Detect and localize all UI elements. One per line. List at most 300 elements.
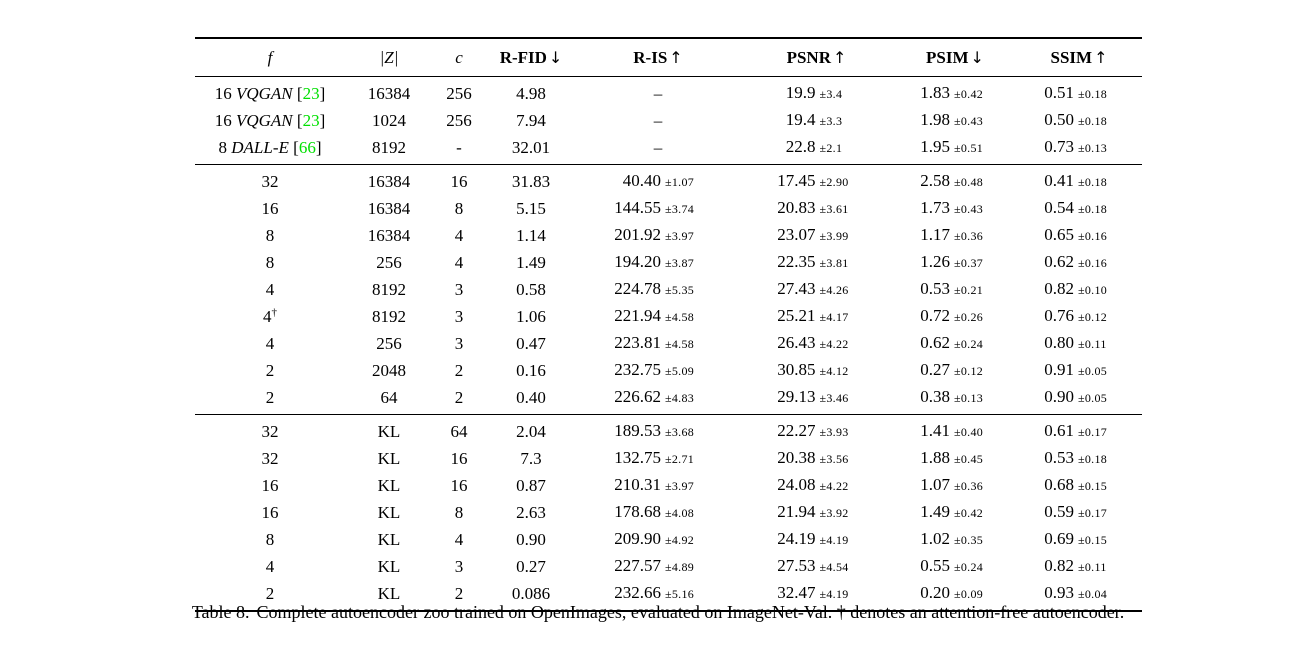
cell-ris [577, 499, 739, 526]
metric-value [914, 445, 996, 472]
cell-ssim [1016, 384, 1142, 415]
citation-link[interactable]: 66 [298, 137, 316, 157]
f-value: 32 [261, 448, 279, 468]
table-row [195, 553, 1142, 580]
cell-ssim [1016, 249, 1142, 276]
metric-value [772, 303, 862, 330]
missing-value-dash: – [653, 83, 663, 103]
f-value: 16 [261, 198, 279, 218]
table-row [195, 195, 1142, 222]
metric-stddev: ±3.81 [819, 256, 849, 270]
cell-rfid [485, 249, 577, 276]
metric-value [772, 445, 862, 472]
metric-mean: 0.38 [920, 387, 950, 406]
cell-psim [894, 303, 1016, 330]
metric-stddev: ±3.97 [665, 479, 695, 493]
metric-stddev: ±4.17 [819, 310, 849, 324]
metric-mean: 24.08 [777, 475, 816, 494]
cell-c-value: 8 [454, 198, 464, 218]
metric-mean: 1.26 [920, 252, 950, 271]
cell-f: 16 VQGAN [23] [214, 110, 326, 130]
metric-mean: 0.27 [920, 360, 950, 379]
metric-value [1038, 499, 1120, 526]
metric-value [772, 134, 862, 161]
citation-link[interactable]: 23 [302, 110, 320, 130]
metric-value [609, 445, 707, 472]
metric-stddev: ±0.43 [954, 202, 984, 216]
arrow-up-icon: ↑ [833, 47, 847, 67]
f-value: 4 [263, 306, 272, 326]
metric-mean: 1.07 [920, 475, 950, 494]
cell-rfid-value: 1.06 [516, 306, 546, 326]
cell-c-value: 3 [454, 306, 464, 326]
cell-z [345, 499, 433, 526]
metric-stddev: ±0.51 [954, 141, 984, 155]
cell-psnr [739, 249, 894, 276]
cell-psim [894, 384, 1016, 415]
cell-c [433, 384, 485, 415]
cell-psnr [739, 526, 894, 553]
table-row [195, 526, 1142, 553]
metric-mean: 0.69 [1044, 529, 1074, 548]
metric-stddev: ±0.15 [1078, 479, 1108, 493]
cell-psnr [739, 77, 894, 108]
metric-stddev: ±4.54 [819, 560, 849, 574]
table-row [195, 415, 1142, 446]
citation-link[interactable]: 23 [302, 83, 320, 103]
cell-c [433, 195, 485, 222]
table-row [195, 499, 1142, 526]
metric-value [772, 107, 862, 134]
metric-value [1038, 134, 1120, 161]
f-value: 16 [214, 110, 232, 130]
cell-c [433, 107, 485, 134]
metric-stddev: ±0.09 [954, 587, 984, 601]
results-table [195, 37, 1142, 612]
metric-stddev: ±3.46 [819, 391, 849, 405]
metric-mean: 1.88 [920, 448, 950, 467]
cell-c [433, 415, 485, 446]
metric-value [914, 472, 996, 499]
metric-value [772, 80, 862, 107]
cell-z [345, 249, 433, 276]
cell-c [433, 472, 485, 499]
f-value: 2 [265, 387, 275, 407]
cell-z-value: KL [377, 529, 401, 549]
cell-rfid-value: 0.47 [516, 333, 546, 353]
metric-mean: 22.35 [777, 252, 816, 271]
metric-stddev: ±3.3 [819, 114, 843, 128]
cell-z [345, 222, 433, 249]
cell-rfid [485, 77, 577, 108]
metric-value [914, 553, 996, 580]
cell-f [195, 415, 345, 446]
cell-psim [894, 249, 1016, 276]
metric-mean: 30.85 [777, 360, 816, 379]
metric-stddev: ±2.1 [819, 141, 843, 155]
metric-mean: 0.20 [920, 583, 950, 602]
cell-c-value: 3 [454, 279, 464, 299]
cell-z [345, 472, 433, 499]
table-block-3 [195, 415, 1142, 612]
cell-ssim [1016, 195, 1142, 222]
column-header-label: |Z| [379, 47, 399, 67]
column-header-z [345, 38, 433, 77]
table-row [195, 472, 1142, 499]
cell-psnr [739, 357, 894, 384]
cell-ssim [1016, 165, 1142, 196]
cell-rfid-value: 7.94 [516, 110, 546, 130]
metric-mean: 0.72 [920, 306, 950, 325]
cell-z [345, 303, 433, 330]
metric-value [772, 168, 862, 195]
metric-mean: 0.91 [1044, 360, 1074, 379]
model-name: VQGAN [235, 110, 293, 130]
metric-stddev: ±4.22 [819, 337, 849, 351]
cell-ris [577, 472, 739, 499]
metric-stddev: ±4.08 [665, 506, 695, 520]
metric-value [609, 472, 707, 499]
cell-rfid-value: 2.04 [516, 421, 546, 441]
cell-ris [577, 165, 739, 196]
metric-mean: 19.9 [785, 83, 816, 102]
metric-value [609, 418, 707, 445]
cell-c-value: 8 [454, 502, 464, 522]
metric-stddev: ±4.92 [665, 533, 695, 547]
table-row [195, 134, 1142, 165]
metric-mean: 0.59 [1044, 502, 1074, 521]
metric-stddev: ±0.45 [954, 452, 984, 466]
cell-psim [894, 499, 1016, 526]
cell-c-value: 256 [446, 83, 472, 103]
metric-stddev: ±0.18 [1078, 87, 1108, 101]
metric-mean: 1.49 [920, 502, 950, 521]
dagger-mark: † [271, 305, 277, 318]
metric-stddev: ±3.92 [819, 506, 849, 520]
metric-value [772, 357, 862, 384]
cell-psim [894, 165, 1016, 196]
metric-mean: 178.68 [614, 502, 661, 521]
metric-mean: 40.40 [622, 171, 661, 190]
cell-f [195, 526, 345, 553]
metric-mean: 17.45 [777, 171, 816, 190]
cell-ssim [1016, 134, 1142, 165]
metric-value [914, 134, 996, 161]
cell-z [345, 77, 433, 108]
cell-z [345, 445, 433, 472]
cell-z-value: 8192 [372, 137, 406, 157]
cell-f [195, 553, 345, 580]
metric-mean: 22.8 [785, 137, 816, 156]
cell-rfid [485, 222, 577, 249]
cell-ssim [1016, 330, 1142, 357]
cell-z-value: 8192 [372, 279, 406, 299]
metric-mean: 1.98 [920, 110, 950, 129]
cell-psim [894, 134, 1016, 165]
cell-z-value: KL [377, 556, 401, 576]
metric-value [609, 303, 707, 330]
cell-ssim [1016, 276, 1142, 303]
header-row [195, 38, 1142, 77]
cell-rfid [485, 526, 577, 553]
cell-psim [894, 276, 1016, 303]
metric-stddev: ±0.24 [954, 560, 984, 574]
cell-z [345, 384, 433, 415]
metric-stddev: ±0.37 [954, 256, 984, 270]
metric-stddev: ±0.21 [954, 283, 984, 297]
cell-ris [577, 107, 739, 134]
f-value: 4 [265, 279, 275, 299]
column-header-rfid [485, 38, 577, 77]
f-value: 32 [261, 421, 279, 441]
column-header-psnr [739, 38, 894, 77]
cell-ssim [1016, 357, 1142, 384]
cell-psim [894, 445, 1016, 472]
f-value: 16 [261, 502, 279, 522]
cell-rfid [485, 195, 577, 222]
cell-ssim [1016, 415, 1142, 446]
cell-c-value: 3 [454, 556, 464, 576]
cell-f [195, 249, 345, 276]
cell-c [433, 222, 485, 249]
metric-mean: 221.94 [614, 306, 661, 325]
f-value: 8 [265, 529, 275, 549]
cell-ris [577, 77, 739, 108]
cell-c-value: - [456, 137, 462, 157]
cell-psnr [739, 445, 894, 472]
metric-value [1038, 249, 1120, 276]
metric-value [1038, 195, 1120, 222]
cell-f [195, 165, 345, 196]
metric-stddev: ±0.16 [1078, 229, 1108, 243]
metric-mean: 0.82 [1044, 556, 1074, 575]
metric-mean: 1.02 [920, 529, 950, 548]
metric-stddev: ±0.12 [1078, 310, 1108, 324]
metric-mean: 226.62 [614, 387, 661, 406]
f-value: 2 [265, 360, 275, 380]
metric-value [1038, 445, 1120, 472]
cell-f [195, 303, 345, 330]
metric-stddev: ±0.04 [1078, 587, 1108, 601]
metric-value [609, 384, 707, 411]
cell-rfid-value: 0.90 [516, 529, 546, 549]
metric-stddev: ±0.18 [1078, 452, 1108, 466]
cell-z-value: 16384 [367, 198, 411, 218]
metric-value [772, 553, 862, 580]
metric-value [609, 276, 707, 303]
caption-text: Complete autoencoder zoo trained on OpenImages, evaluated on ImageNet-Val. † denotes an attention-free autoencoder. [256, 602, 1125, 622]
cell-z [345, 276, 433, 303]
metric-mean: 223.81 [614, 333, 661, 352]
metric-value [609, 249, 707, 276]
metric-stddev: ±0.43 [954, 114, 984, 128]
table-block-1 [195, 77, 1142, 165]
cell-c [433, 357, 485, 384]
metric-stddev: ±4.58 [665, 337, 695, 351]
metric-stddev: ±3.93 [819, 425, 849, 439]
cell-z-value: KL [377, 583, 401, 603]
cell-psim [894, 222, 1016, 249]
metric-mean: 227.57 [614, 556, 661, 575]
cell-rfid [485, 553, 577, 580]
metric-value [609, 553, 707, 580]
metric-stddev: ±2.90 [819, 175, 849, 189]
column-header-label: R-FID [499, 47, 547, 67]
cell-psnr [739, 384, 894, 415]
metric-mean: 32.47 [777, 583, 816, 602]
cell-rfid-value: 0.16 [516, 360, 546, 380]
metric-stddev: ±0.36 [954, 229, 984, 243]
metric-mean: 23.07 [777, 225, 816, 244]
cell-z [345, 195, 433, 222]
metric-value [609, 195, 707, 222]
metric-stddev: ±3.87 [665, 256, 695, 270]
cell-ssim [1016, 303, 1142, 330]
cell-psnr [739, 330, 894, 357]
metric-mean: 21.94 [777, 502, 816, 521]
cell-rfid [485, 165, 577, 196]
metric-value [1038, 418, 1120, 445]
cell-z [345, 330, 433, 357]
cell-rfid-value: 0.27 [516, 556, 546, 576]
metric-value [914, 357, 996, 384]
metric-stddev: ±0.26 [954, 310, 984, 324]
metric-mean: 26.43 [777, 333, 816, 352]
cell-rfid-value: 32.01 [511, 137, 551, 157]
f-value: 2 [265, 583, 275, 603]
metric-stddev: ±3.56 [819, 452, 849, 466]
metric-mean: 0.55 [920, 556, 950, 575]
metric-mean: 0.80 [1044, 333, 1074, 352]
f-value: 32 [261, 171, 279, 191]
metric-stddev: ±0.05 [1078, 364, 1108, 378]
cell-rfid [485, 445, 577, 472]
table-row [195, 165, 1142, 196]
cell-c-value: 256 [446, 110, 472, 130]
cell-f: 16 VQGAN [23] [214, 83, 326, 103]
metric-value [1038, 222, 1120, 249]
metric-value [772, 384, 862, 411]
cell-rfid [485, 357, 577, 384]
cell-c-value: 2 [454, 360, 464, 380]
table-row [195, 384, 1142, 415]
cell-rfid-value: 2.63 [516, 502, 546, 522]
cell-rfid [485, 276, 577, 303]
metric-mean: 0.53 [1044, 448, 1074, 467]
column-header-label: f [267, 47, 273, 67]
cell-c-value: 64 [450, 421, 468, 441]
metric-mean: 1.95 [920, 137, 950, 156]
cell-c-value: 4 [454, 529, 464, 549]
cell-f [195, 276, 345, 303]
cell-z-value: 16384 [367, 83, 411, 103]
metric-mean: 0.68 [1044, 475, 1074, 494]
metric-mean: 0.61 [1044, 421, 1074, 440]
metric-stddev: ±3.4 [819, 87, 843, 101]
metric-stddev: ±3.99 [819, 229, 849, 243]
cell-psnr [739, 553, 894, 580]
cell-psim [894, 77, 1016, 108]
cell-rfid-value: 5.15 [516, 198, 546, 218]
cell-z [345, 107, 433, 134]
metric-value [772, 418, 862, 445]
metric-stddev: ±3.97 [665, 229, 695, 243]
metric-value [772, 195, 862, 222]
cell-ssim [1016, 553, 1142, 580]
cell-c [433, 553, 485, 580]
cell-psim [894, 526, 1016, 553]
table-header [195, 38, 1142, 77]
cell-f [195, 357, 345, 384]
metric-stddev: ±4.19 [819, 587, 849, 601]
metric-mean: 189.53 [614, 421, 661, 440]
metric-mean: 0.65 [1044, 225, 1074, 244]
table-row [195, 357, 1142, 384]
metric-mean: 1.83 [920, 83, 950, 102]
table-row [195, 107, 1142, 134]
column-header-label: c [455, 47, 463, 67]
metric-stddev: ±0.05 [1078, 391, 1108, 405]
metric-mean: 1.73 [920, 198, 950, 217]
metric-value [772, 276, 862, 303]
metric-mean: 1.17 [920, 225, 950, 244]
column-header-label: R-IS [633, 47, 668, 67]
column-header-ris [577, 38, 739, 77]
metric-stddev: ±0.11 [1078, 560, 1107, 574]
table-row [195, 330, 1142, 357]
metric-value [609, 499, 707, 526]
column-header-f [195, 38, 345, 77]
f-value: 4 [265, 333, 275, 353]
cell-rfid [485, 107, 577, 134]
column-header-psim [894, 38, 1016, 77]
cell-rfid [485, 415, 577, 446]
cell-f [195, 445, 345, 472]
cell-z-value: 256 [376, 252, 402, 272]
cell-ssim [1016, 526, 1142, 553]
metric-value [914, 195, 996, 222]
metric-value [914, 80, 996, 107]
metric-stddev: ±4.89 [665, 560, 695, 574]
cell-psim [894, 472, 1016, 499]
metric-mean: 0.53 [920, 279, 950, 298]
cell-rfid [485, 303, 577, 330]
cell-psnr [739, 195, 894, 222]
cell-ris [577, 134, 739, 165]
metric-value [1038, 472, 1120, 499]
cell-z-value: 256 [376, 333, 402, 353]
cell-psnr [739, 303, 894, 330]
metric-mean: 0.54 [1044, 198, 1074, 217]
metric-stddev: ±0.13 [954, 391, 984, 405]
metric-value [772, 472, 862, 499]
cell-c-value: 2 [454, 387, 464, 407]
cell-psnr [739, 415, 894, 446]
metric-mean: 24.19 [777, 529, 816, 548]
metric-stddev: ±0.36 [954, 479, 984, 493]
cell-c-value: 16 [450, 475, 468, 495]
cell-c-value: 16 [450, 448, 468, 468]
cell-rfid-value: 31.83 [511, 171, 551, 191]
metric-mean: 232.66 [614, 583, 661, 602]
metric-mean: 0.62 [1044, 252, 1074, 271]
metric-mean: 0.82 [1044, 279, 1074, 298]
metric-mean: 194.20 [614, 252, 661, 271]
metric-stddev: ±5.35 [665, 283, 695, 297]
metric-mean: 0.62 [920, 333, 950, 352]
metric-mean: 1.41 [920, 421, 950, 440]
metric-stddev: ±0.18 [1078, 114, 1108, 128]
